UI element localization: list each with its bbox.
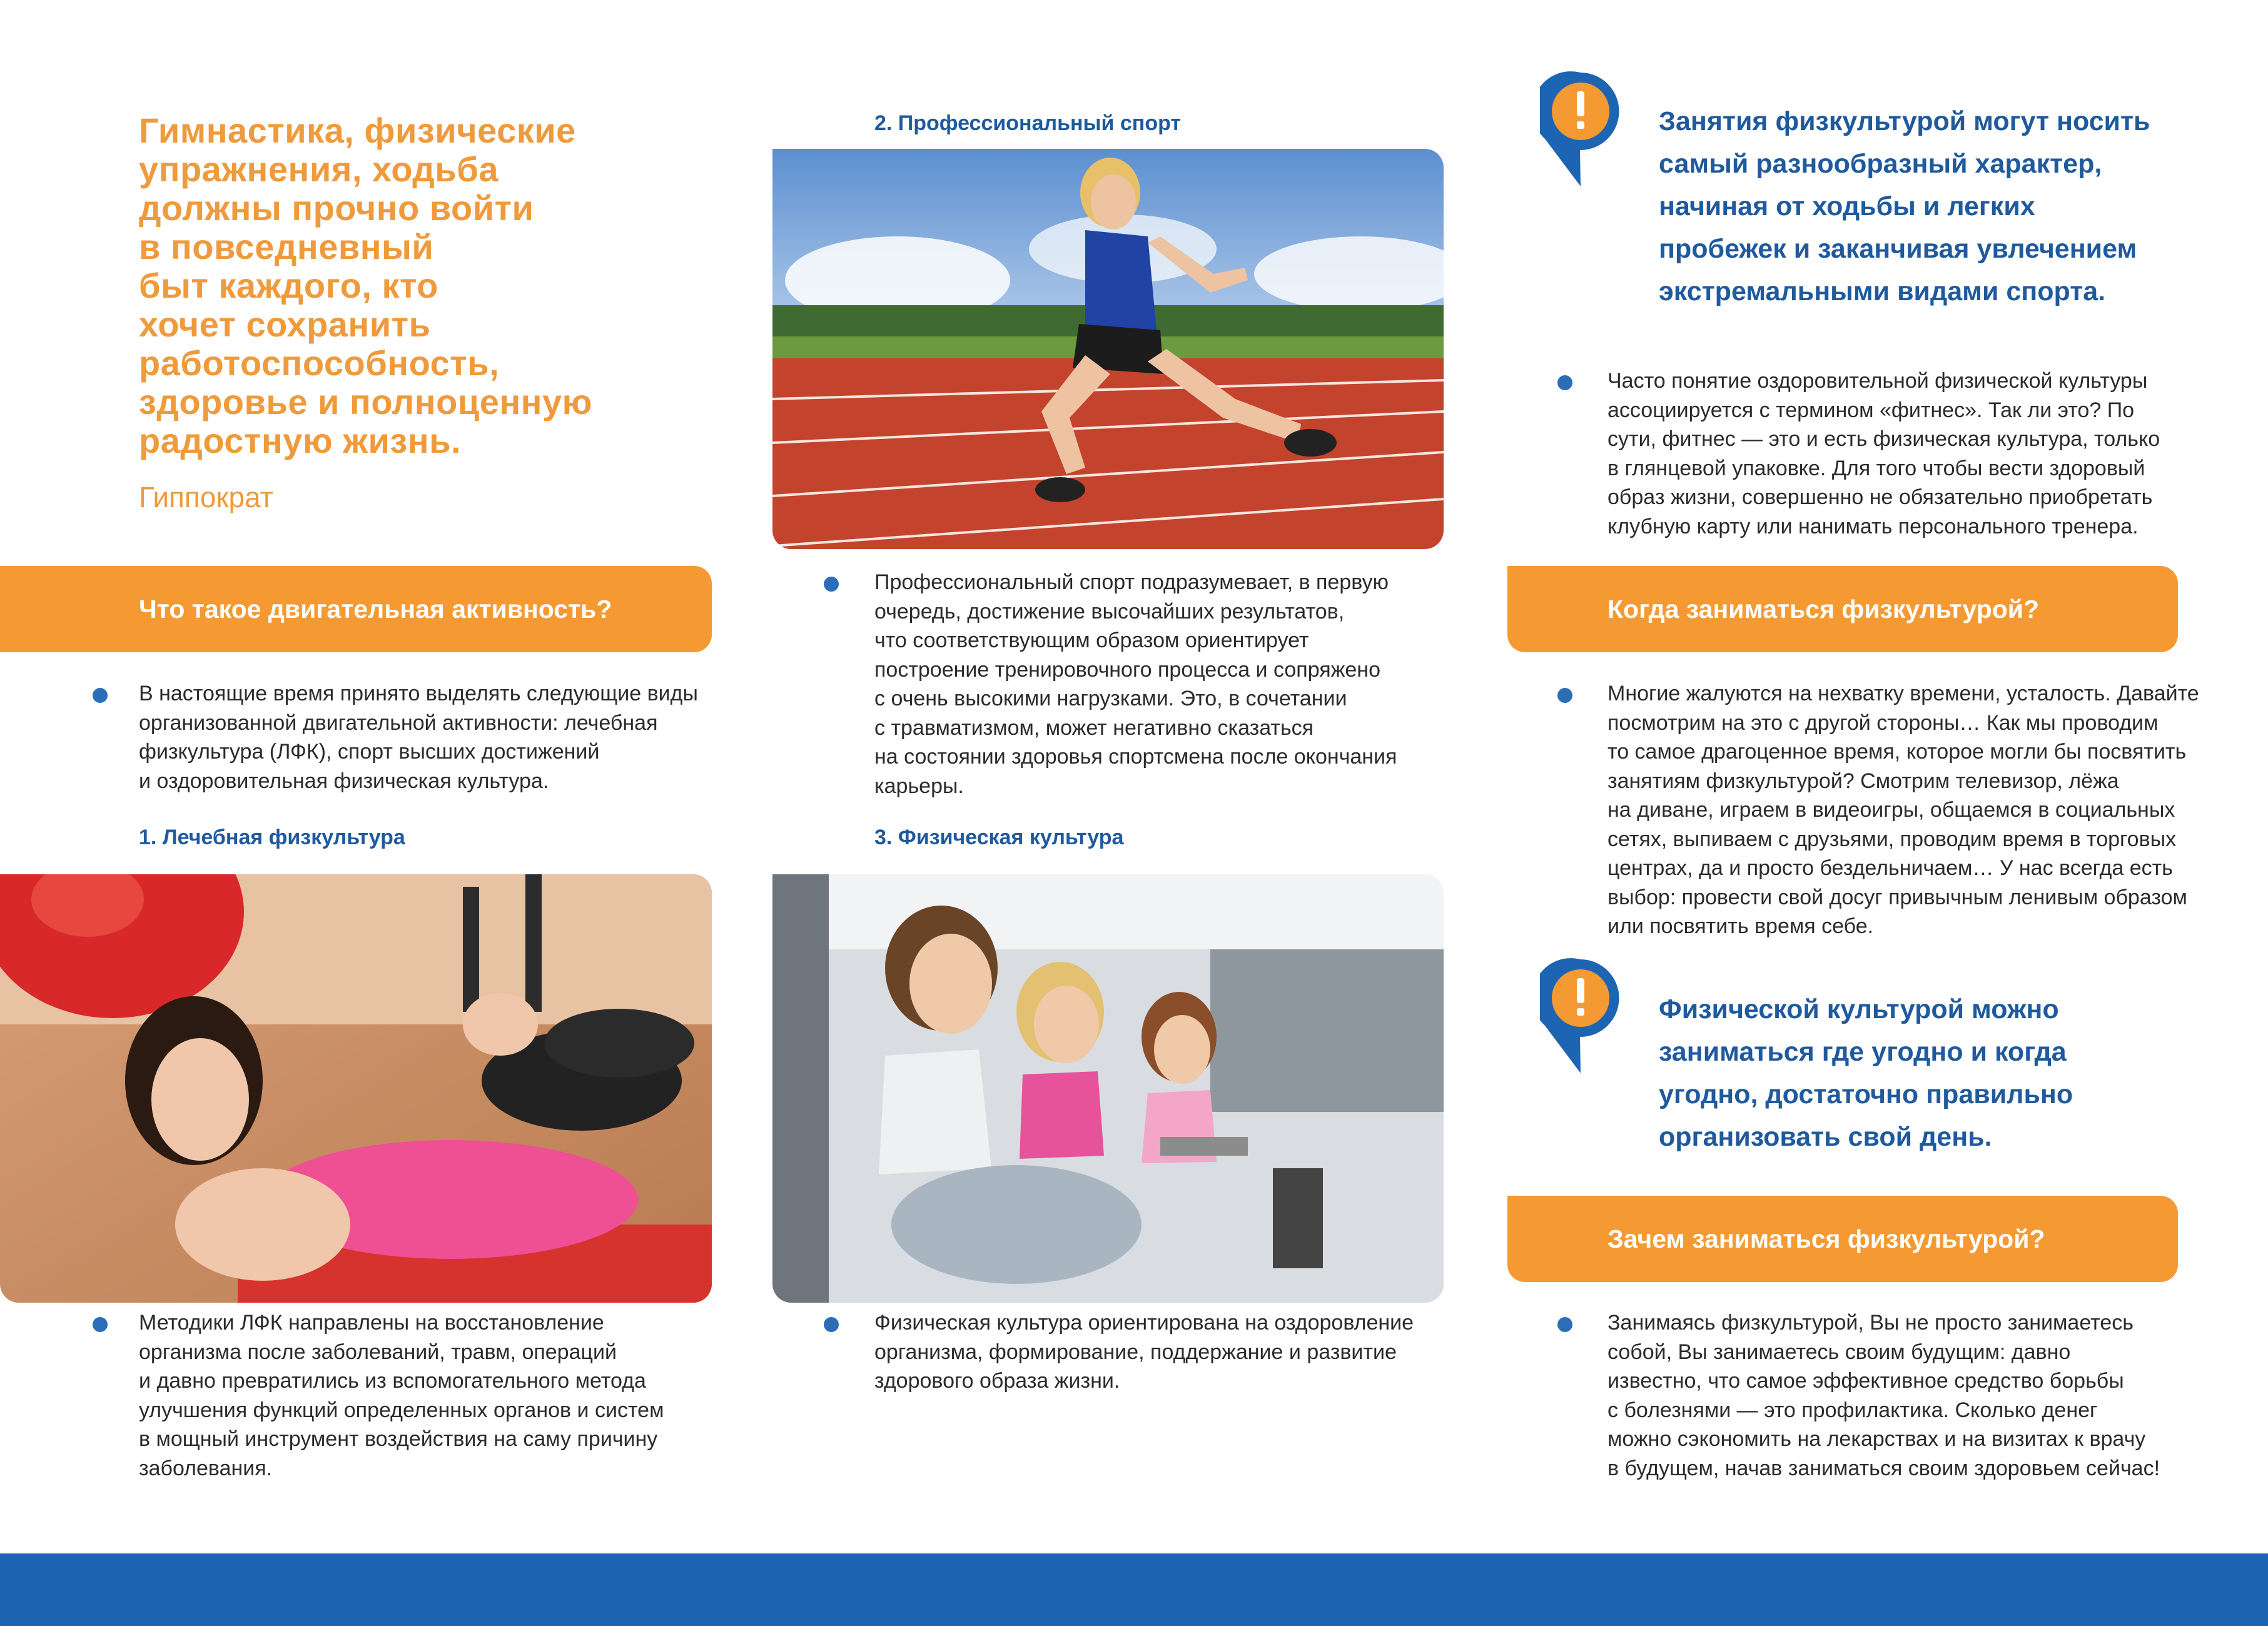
fitness-text bbox=[1607, 366, 2227, 541]
photo-gym-women bbox=[772, 874, 1444, 1303]
section-banner-when bbox=[1507, 566, 2178, 652]
text-line: карьеры. bbox=[874, 774, 964, 798]
text-line: собой, Вы занимаетесь своим будущим: давно bbox=[1607, 1340, 2071, 1364]
text-line: на диване, играем в видеоигры, общаемся в социальных bbox=[1607, 798, 2175, 822]
text-line: в глянцевой упаковке. Для того чтобы вести здоровый bbox=[1607, 456, 2145, 480]
quote-line: упражнения, ходьба bbox=[139, 149, 499, 189]
why-text bbox=[1607, 1308, 2239, 1483]
text-line: или посвятить время себе. bbox=[1607, 914, 1874, 938]
text-line: известно, что самое эффективное средство борьбы bbox=[1607, 1369, 2124, 1393]
quote-line: Гимнастика, физические bbox=[139, 111, 576, 150]
callout-line: начиная от ходьбы и легких bbox=[1659, 191, 2035, 221]
section-title-activity: Что такое двигательная активность? bbox=[139, 595, 612, 624]
text-line: клубную карту или нанимать персонального тренера. bbox=[1607, 514, 2139, 538]
text-line: образ жизни, совершенно не обязательно приобретать bbox=[1607, 485, 2153, 509]
text-line: с очень высокими нагрузками. Это, в сочетании bbox=[874, 687, 1347, 710]
text-line: и давно превратились из вспомогательного метода bbox=[139, 1369, 646, 1393]
exclamation-pin-icon bbox=[1540, 70, 1621, 189]
text-line: построение тренировочного процесса и сопряжено bbox=[874, 657, 1380, 682]
callout-line: самый разнообразный характер, bbox=[1659, 149, 2102, 179]
text-line: сути, фитнес — это и есть физическая культура, только bbox=[1607, 427, 2160, 451]
text-line: занятиям физкультурой? Смотрим телевизор, лёжа bbox=[1607, 769, 2119, 793]
section-banner-activity bbox=[0, 566, 712, 652]
text-line: Многие жалуются на нехватку времени, усталость. Давайте bbox=[1607, 682, 2199, 705]
subheading-professional: 2. Профессиональный спорт bbox=[874, 111, 1182, 135]
section-title-when: Когда заниматься физкультурой? bbox=[1607, 595, 2039, 624]
bullet-dot-icon bbox=[93, 688, 108, 703]
callout-line: заниматься где угодно и когда bbox=[1659, 1037, 2067, 1067]
text-line: центрах, да и просто бездельничаем… У нас всегда есть bbox=[1607, 856, 2173, 880]
callout-line: экстремальными видами спорта. bbox=[1659, 276, 2106, 306]
callout-line: угодно, достаточно правильно bbox=[1659, 1079, 2073, 1109]
quote-line: хочет сохранить bbox=[139, 305, 431, 344]
when-text bbox=[1607, 679, 2239, 941]
section-title-why: Зачем заниматься физкультурой? bbox=[1607, 1225, 2045, 1253]
bullet-dot-icon bbox=[1557, 688, 1572, 703]
quote-line: в повседневный bbox=[139, 227, 434, 266]
professional-text bbox=[874, 568, 1437, 800]
text-line: Физическая культура ориентирована на оздоровление bbox=[874, 1311, 1414, 1335]
text-line: В настоящие время принято выделять следующие виды bbox=[139, 682, 698, 705]
text-line: можно сэкономить на лекарствах и на визитах к врачу bbox=[1607, 1427, 2146, 1451]
subheading-physical-culture: 3. Физическая культура bbox=[874, 826, 1124, 849]
photo-woman-exercise-band bbox=[0, 874, 712, 1303]
quote-line: быт каждого, кто bbox=[139, 266, 438, 305]
text-line: Занимаясь физкультурой, Вы не просто занимаетесь bbox=[1607, 1311, 2134, 1335]
text-line: улучшения функций определенных органов и систем bbox=[139, 1398, 664, 1422]
text-line: физкультура (ЛФК), спорт высших достижений bbox=[139, 740, 600, 764]
text-line: и оздоровительная физическая культура. bbox=[139, 769, 549, 793]
callout-line: Физической культурой можно bbox=[1659, 994, 2059, 1024]
section-banner-why bbox=[1507, 1196, 2178, 1282]
therapeutic-text bbox=[139, 1308, 702, 1483]
activity-text bbox=[139, 679, 702, 795]
text-line: что соответствующим образом ориентирует bbox=[874, 629, 1309, 652]
text-line: организма, формирование, поддержание и развитие bbox=[874, 1340, 1397, 1364]
text-line: посмотрим на это с другой стороны… Как мы проводим bbox=[1607, 710, 2159, 735]
text-line: сетях, выпиваем с друзьями, проводим время в торговых bbox=[1607, 827, 2177, 851]
callout-anywhere bbox=[1659, 988, 2222, 1158]
text-line: ассоциируется с термином «фитнес». Так ли это? По bbox=[1607, 398, 2135, 422]
subheading-therapeutic: 1. Лечебная физкультура bbox=[139, 826, 405, 849]
text-line: Часто понятие оздоровительной физической культуры bbox=[1607, 369, 2148, 393]
callout-line: организовать свой день. bbox=[1659, 1122, 1992, 1152]
bullet-dot-icon bbox=[93, 1317, 108, 1332]
text-line: очередь, достижение высочайших результатов, bbox=[874, 599, 1345, 624]
footer-band bbox=[0, 1553, 2268, 1626]
bullet-dot-icon bbox=[1557, 375, 1572, 390]
text-line: заболевания. bbox=[139, 1456, 273, 1480]
physical-culture-text bbox=[874, 1308, 1437, 1396]
quote-line: здоровье и полноценную bbox=[139, 382, 592, 422]
text-line: в будущем, начав заниматься своим здоровьем сейчас! bbox=[1607, 1456, 2160, 1480]
text-line: Профессиональный спорт подразумевает, в первую bbox=[874, 570, 1389, 594]
callout-line: Занятия физкультурой могут носить bbox=[1659, 106, 2150, 136]
quote-line: работоспособность, bbox=[139, 343, 500, 383]
exclamation-pin-icon bbox=[1540, 957, 1621, 1076]
quote-author: Гиппократ bbox=[139, 481, 273, 513]
text-line: организованной двигательной активности: лечебная bbox=[139, 710, 658, 735]
callout-line: пробежек и заканчивая увлечением bbox=[1659, 234, 2137, 264]
text-line: в мощный инструмент воздействия на саму причину bbox=[139, 1427, 658, 1451]
text-line: с травматизмом, может негативно сказаться bbox=[874, 715, 1314, 740]
text-line: организма после заболеваний, травм, операций bbox=[139, 1340, 617, 1364]
bullet-dot-icon bbox=[824, 1317, 839, 1332]
photo-runner-track bbox=[772, 149, 1444, 549]
text-line: Методики ЛФК направлены на восстановление bbox=[139, 1311, 604, 1335]
bullet-dot-icon bbox=[1557, 1317, 1572, 1332]
text-line: на состоянии здоровья спортсмена после окончания bbox=[874, 745, 1397, 769]
text-line: с болезнями — это профилактика. Сколько денег bbox=[1607, 1398, 2098, 1422]
text-line: выбор: провести свой досуг привычным ленивым образом bbox=[1607, 885, 2187, 909]
bullet-dot-icon bbox=[824, 577, 839, 592]
text-line: здорового образа жизни. bbox=[874, 1369, 1120, 1393]
quote bbox=[139, 111, 664, 460]
quote-line: радостную жизнь. bbox=[139, 421, 462, 460]
quote-line: должны прочно войти bbox=[139, 188, 534, 228]
text-line: то самое драгоценное время, которое могли бы посвятить bbox=[1607, 740, 2187, 764]
callout-variety bbox=[1659, 100, 2222, 313]
